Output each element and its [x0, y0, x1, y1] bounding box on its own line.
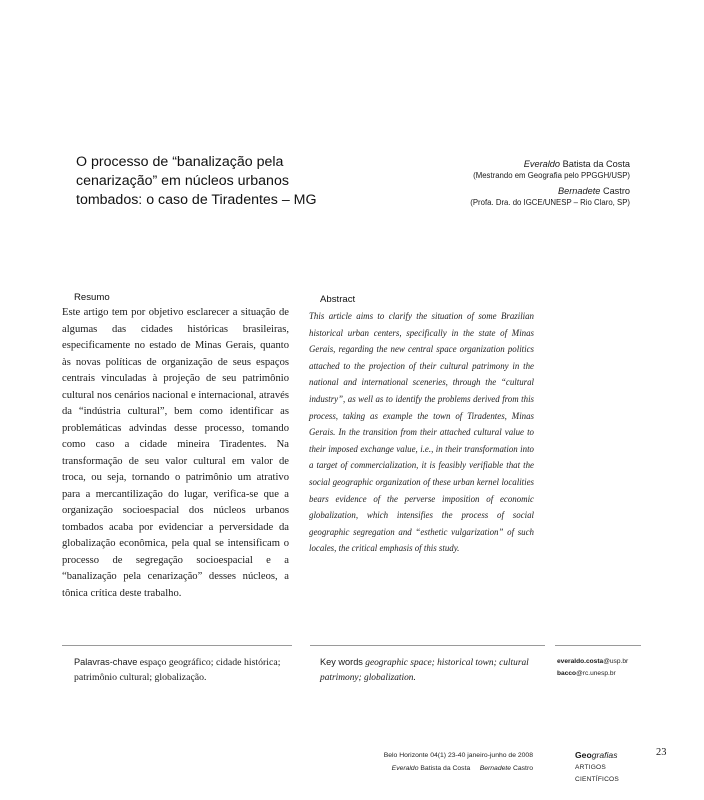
- author-block: [370, 158, 630, 212]
- journal-logo: [575, 749, 645, 762]
- email-2[interactable]: [557, 668, 647, 680]
- email-1-domain: @usp.br: [603, 658, 629, 665]
- resumo-body: Este artigo tem por objetivo esclarecer a situação de algumas das cidades históricas brasileiras, especificamente no estado de Minas Gerais, quanto às novas políticas de organização de seus espaços centrais vinculadas à projeção de seu patrimônio cultural nos cenários nacional e internacional, através da “indústria cultural”, bem como identificar as problemáticas advindas desse processo, tomando como caso a cidade mineira Tiradentes. Na transformação de seu valor cultural em valor de troca, ou seja, tornando o patrimônio um atrativo para a mercantilização do lugar, verifica-se que a organização socioespacial dos núcleos urbanos tombados acaba por evidenciar a perversidade da globalização econômica, pela qual se intensificam o processo de segregação socioespacial e a “banalização pela cenarização” desses núcleos, a tônica crítica deste trabalho.: [62, 307, 289, 599]
- journal-footer: [575, 749, 645, 786]
- email-2-domain: @rc.unesp.br: [576, 669, 616, 677]
- author-1-affiliation: (Mestrando em Geografia pelo PPGGH/USP): [473, 171, 630, 180]
- keywords-en-label: Key words: [320, 657, 363, 667]
- abstract-body: This article aims to clarify the situation of some Brazilian historical urban centers, specifically in the state of Minas Gerais, regarding the new central space organization politics attached to the projection of their cultural patrimony in the national and international sceneries, through the “cultural industry”, as well as to identify the problems derived from this process, taking as example the town of Tiradentes, Minas Gerais. In the transition from their attached cultural value to their imposed exchange value, i.e., in their transformation into a target of commercialization, it is feasibly verifiable that the social geographic organization of these urban kernel localities bears evidence of the perverse imposition of economic globalization, which intensifies the process of social geographic segregation and “esthetic vulgarization” of such locales, the critical emphasis of this study.: [309, 311, 534, 554]
- abstract-heading: Abstract: [320, 294, 356, 305]
- author-1-first-name: Everaldo: [523, 159, 561, 169]
- footer-author-1-first: Everaldo: [391, 765, 419, 772]
- footer-authors: [384, 762, 533, 775]
- keywords-en: [320, 655, 540, 686]
- journal-logo-bold: Geo: [575, 750, 592, 760]
- keywords-pt-divider: [62, 645, 292, 646]
- article-title: O processo de “banalização pela cenarização” em núcleos urbanos tombados: o caso de Tiradentes – MG: [76, 154, 317, 208]
- footer-author-1-last: Batista da Costa: [420, 765, 471, 772]
- author-2-last-name: Castro: [602, 186, 630, 196]
- resumo-heading: Resumo: [74, 292, 110, 303]
- email-2-user: bacco: [557, 669, 577, 677]
- keywords-en-text: geographic space; historical town; cultural patrimony; globalization.: [320, 658, 529, 683]
- page-number: 23: [656, 747, 667, 758]
- section-label: ARTIGOS CIENTÍFICOS: [575, 764, 619, 783]
- author-1-last-name: Batista da Costa: [562, 159, 630, 169]
- journal-logo-italic: grafias: [591, 750, 618, 760]
- keywords-pt-text: espaço geográfico; cidade histórica; patrimônio cultural; globalização.: [74, 657, 281, 683]
- keywords-en-divider: [310, 645, 545, 646]
- email-1-user: everaldo.costa: [557, 658, 604, 665]
- footer-author-2-last: Castro: [512, 765, 533, 772]
- keywords-pt-label: Palavras-chave: [74, 657, 138, 667]
- keywords-pt: [74, 655, 286, 685]
- footer-author-2-first: Bernadete: [479, 765, 512, 772]
- email-list: [557, 656, 647, 679]
- author-2-first-name: Bernadete: [557, 186, 601, 196]
- footer-citation-block: [384, 749, 533, 775]
- author-2-affiliation: (Profa. Dra. do IGCE/UNESP – Rio Claro, SP): [470, 198, 630, 207]
- author-2-name: [370, 185, 630, 197]
- author-1-name: [370, 158, 630, 170]
- footer-citation: Belo Horizonte 04(1) 23-40 janeiro-junho de 2008: [383, 752, 533, 759]
- email-1[interactable]: [557, 656, 647, 668]
- emails-divider: [555, 645, 641, 646]
